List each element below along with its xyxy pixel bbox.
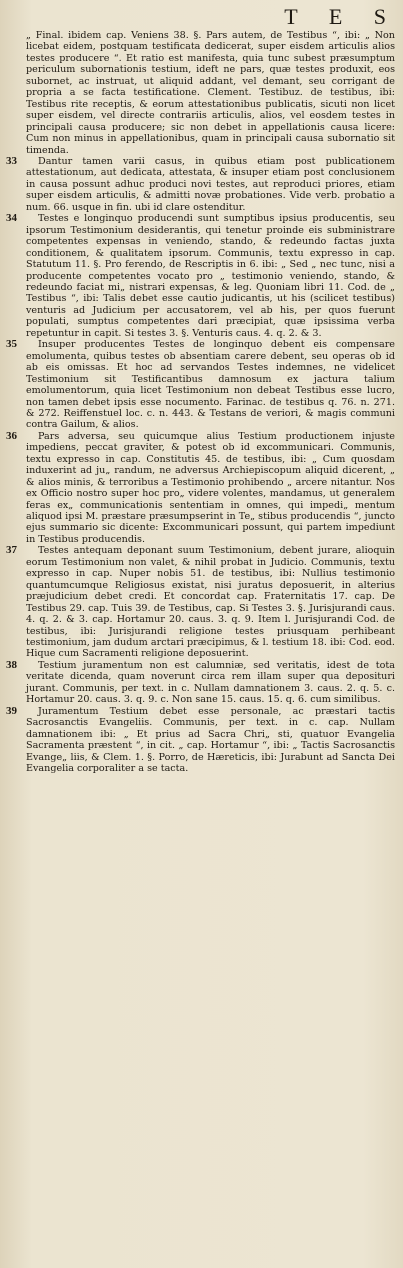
paragraph-text: Testes e longinquo producendi sunt sumptibus ipsius producentis, seu ipsorum Testimonium desiderantis, qui tenetur proinde eis subministrare competentes expensas in veniendo, stando, & redeundo factas juxta conditionem, & qualitatem ipsorum. Communis, textu expresso in cap. Statutum 11. §. Pro ferendo, de Rescriptis in 6. ibi: „ Sed „ nec tunc, nisi a producente competentes vocato pro „ testimonio veniendo, stando, & redeundo faciat mi„ nistrari expensas, & leg. Quoniam libri 11. Cod. de „ Testibus “, ibi: Talis debet esse cautio judicantis, ut his (scilicet testibus) venturis ad Judicium per accusatorem, vel ab his, per quos fuerunt populati, sumptus competentes dari præcipiat, quæ ipsissima verba repetuntur in capit. Si testes 3. §. Venturis caus. 4. q. 2. & 3.	[26, 213, 395, 339]
paragraph-34	[6, 212, 395, 339]
paragraph-text: Dantur tamen varii casus, in quibus etiam post publicationem attestationum, aut dedicata, attestata, & insuper etiam post conclusionem in causa possunt adhuc produci novi testes, aut reproduci priores, etiam super eisdem articulis, & admitti novæ probationes. Vide verb. probatio a num. 66. usque in fin. ubi id clare ostenditur.	[26, 155, 395, 213]
paragraph-continued	[26, 30, 395, 156]
paragraph-number: 37	[6, 544, 17, 557]
paragraph-number: 33	[6, 154, 17, 167]
paragraph-text: Insuper producentes Testes de longinquo debent eis compensare emolumenta, quibus testes ob absentiam carere debent, seu operas ob id ab eis omissas. Et hoc ad servandos Testes indemnes, ne videlicet Testimonium sit Testificantibus damnosum ex jactura talium emolumentorum, quia licet Testimonium non debeat Testibus esse lucro, non tamen debet ipsis esse nocumento. Farinac. de testibus q. 76. n. 271. & 272. Reiffenstuel loc. c. n. 443. & Testans de veriori, & magis communi contra Gailum, & alios.	[26, 339, 395, 431]
running-head: T E S	[284, 4, 399, 29]
paragraph-text: Pars adversa, seu quicumque alius Testium productionem injuste impediens, peccat graviter, & potest ob id excommunicari. Communis, textu expresso in cap. Constitutis 45. de testibus, ibi: „ Cum quosdam induxerint ad ju„ randum, ne adversus Archiepiscopum aliquid dicerent, „ & alios minis, & terroribus a Testimonio prohibendo „ arcere nitantur. Nos ex Officio nostro super hoc pro„ videre volentes, mandamus, ut generalem feras ex„ communicationis sententiam in omnes, qui impedi„ mentum aliquod ipsi M. præstare præsumpserint in Te„ stibus producendis “, juncto ejus summario sic dicente: Excommunicari possunt, qui partem impediunt in Testibus producendis.	[26, 430, 395, 545]
paragraph-text: „ Final. ibidem cap. Veniens 38. §. Pars autem, de Testibus “, ibi: „ Non licebat eidem, postquam testificata dedicerat, super eisdem articulis alios testes producere “. Et ratio est manifesta, quia tunc subest præsumptum periculum subornationis testium, ideft ne pars, quæ testes produxit, eos subornet, ac instruat, ut aliquid addant, vel demant, seu corrigant de propria a se facta testificatione. Clement. Testibuz. de testibus, ibi: Testibus rite receptis, & eorum attestationibus publicatis, sicuti non licet super eisdem, vel directe contrariis articulis, alios, vel eosdem testes in principali causa producere; sic non debet in appellationis causa licere: Cum non minus in appellationibus, quam in principali causa subornatio sit timenda.	[26, 30, 395, 156]
paragraph-39	[6, 704, 395, 775]
paragraph-text: Testes antequam deponant suum Testimonium, debent jurare, alioquin eorum Testimonium non valet, & nihil probat in Judicio. Communis, textu expresso in cap. Nuper nobis 51. de testibus, ibi: Nullius testimonio quantumcumque Religiosus existat, nisi juratus deposuerit, in alterius præjudicium debet credi. Et concordat cap. Fraternitatis 17. cap. De Testibus 29. cap. Tuis 39. de Testibus, cap. Si Testes 3. §. Jurisjurandi caus. 4. q. 2. & 3. cap. Hortamur 20. caus. 3. q. 9. Item l. Jurisjurandi Cod. de testibus, ibi: Jurisjurandi religione testes priusquam perhibeant testimonium, jam dudum arctari præcipimus, & l. testium 18. ibi: Cod. eod. Hique cum Sacramenti religione deposuerint.	[26, 545, 395, 660]
paragraph-37	[6, 544, 395, 660]
paragraph-35	[6, 338, 395, 431]
paragraph-number: 38	[6, 658, 17, 671]
paragraph-number: 36	[6, 429, 17, 442]
paragraph-number: 34	[6, 212, 17, 225]
paragraph-33	[6, 154, 395, 213]
paragraph-text: Juramentum Testium debet esse personale, ac præstari tactis Sacrosanctis Evangeliis. Communis, per text. in c. cap. Nullam damnationem ibi: „ Et prius ad Sacra Chri„ sti, quatuor Evangelia Sacramenta præstent “, in cit. „ cap. Hortamur “, ibi: „ Tactis Sacrosanctis Evange„ liis, & Clem. 1. §. Porro, de Hæreticis, ibi: Jurabunt ad Sancta Dei Evangelia corporaliter a se tacta.	[26, 705, 395, 774]
paragraph-36	[6, 429, 395, 546]
paragraph-38	[6, 658, 395, 706]
paragraph-number: 35	[6, 338, 17, 351]
paragraph-number: 39	[6, 704, 17, 717]
paragraph-text: Testium juramentum non est calumniæ, sed veritatis, idest de tota veritate dicenda, quam noverunt circa rem illam super qua deposituri jurant. Communis, per text. in c. Nullam damnationem 3. caus. 2. q. 5. c. Hortamur 20. caus. 3. q. 9. c. Non sane 15. caus. 15. q. 6. cum similibus.	[26, 659, 395, 706]
